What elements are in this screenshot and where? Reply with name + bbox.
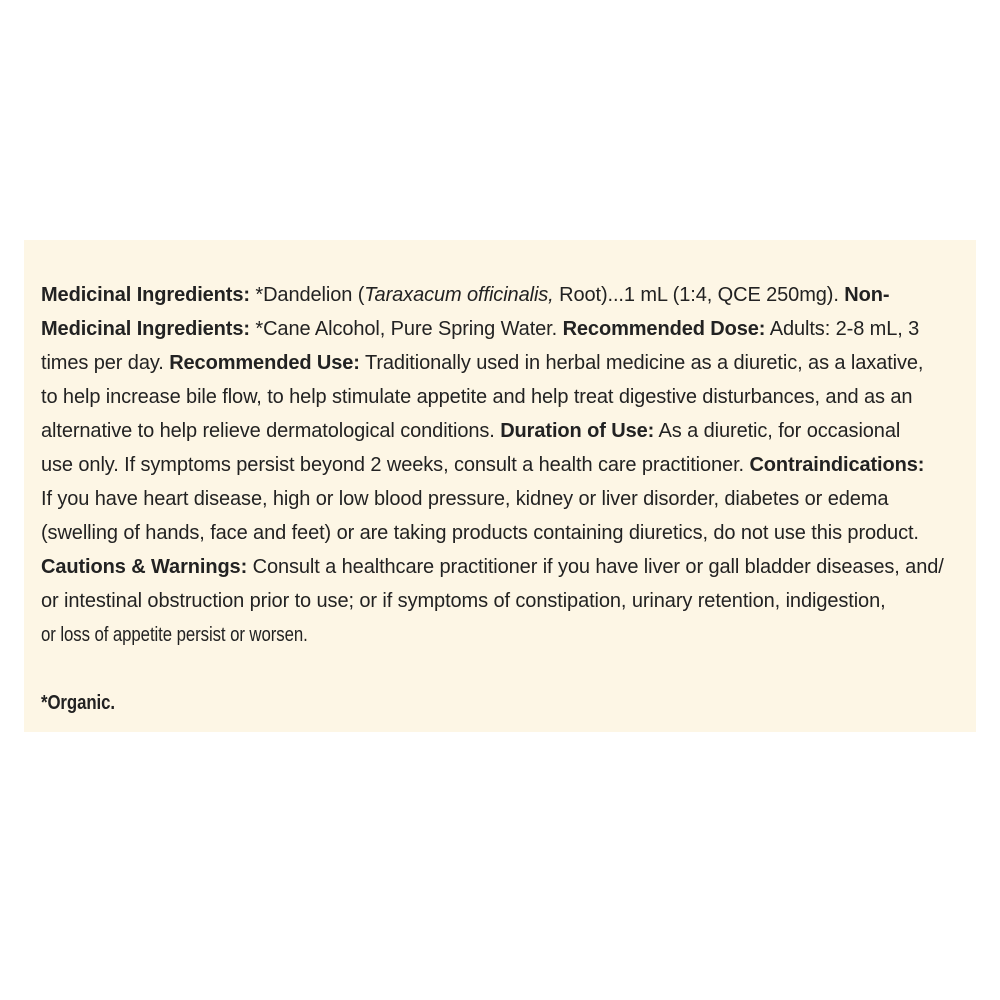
organic-footnote: *Organic.	[41, 692, 115, 714]
label-line	[41, 516, 963, 550]
label-heading: Non-	[844, 284, 890, 306]
label-line	[41, 584, 963, 618]
label-text: Consult a healthcare practitioner if you have liver or gall bladder diseases, and/	[247, 556, 944, 578]
label-line	[41, 550, 963, 584]
label-text: Traditionally used in herbal medicine as a diuretic, as a laxative,	[359, 352, 924, 374]
label-heading: Medicinal Ingredients:	[41, 284, 250, 306]
label-text: or loss of appetite persist or worsen.	[41, 624, 308, 646]
label-text: or intestinal obstruction prior to use; or if symptoms of constipation, urinary retention, indigestion,	[41, 590, 886, 612]
label-line	[41, 312, 963, 346]
label-line	[41, 448, 963, 482]
label-text: Root)...1 mL (1:4, QCE 250mg).	[553, 284, 845, 306]
label-text: If you have heart disease, high or low blood pressure, kidney or liver disorder, diabetes or edema	[41, 488, 889, 510]
paragraph-gap	[41, 652, 963, 686]
ingredients-label-panel	[24, 240, 976, 732]
label-heading: Recommended Dose:	[562, 318, 766, 340]
label-text: Adults: 2-8 mL, 3	[765, 318, 920, 340]
label-line	[41, 346, 963, 380]
label-heading: Contraindications:	[749, 454, 925, 476]
label-line	[41, 482, 963, 516]
label-heading: Duration of Use:	[500, 420, 655, 442]
label-text: to help increase bile flow, to help stimulate appetite and help treat digestive disturbances, and as an	[41, 386, 913, 408]
label-text-block	[41, 278, 963, 720]
label-text: *Cane Alcohol, Pure Spring Water.	[249, 318, 563, 340]
label-heading: Recommended Use:	[169, 352, 360, 374]
label-line	[41, 278, 963, 312]
label-text: times per day.	[41, 352, 170, 374]
label-line	[41, 414, 963, 448]
label-text: use only. If symptoms persist beyond 2 weeks, consult a health care practitioner.	[41, 454, 750, 476]
label-text: As a diuretic, for occasional	[654, 420, 901, 442]
botanical-name: Taraxacum officinalis,	[364, 284, 554, 306]
label-line	[41, 618, 815, 652]
label-heading: Medicinal Ingredients:	[41, 318, 250, 340]
label-heading: Cautions & Warnings:	[41, 556, 248, 578]
label-text: *Dandelion (	[249, 284, 365, 306]
label-text: (swelling of hands, face and feet) or are taking products containing diuretics, do not use this product.	[41, 522, 919, 544]
label-text: alternative to help relieve dermatological conditions.	[41, 420, 501, 442]
label-line	[41, 380, 963, 414]
